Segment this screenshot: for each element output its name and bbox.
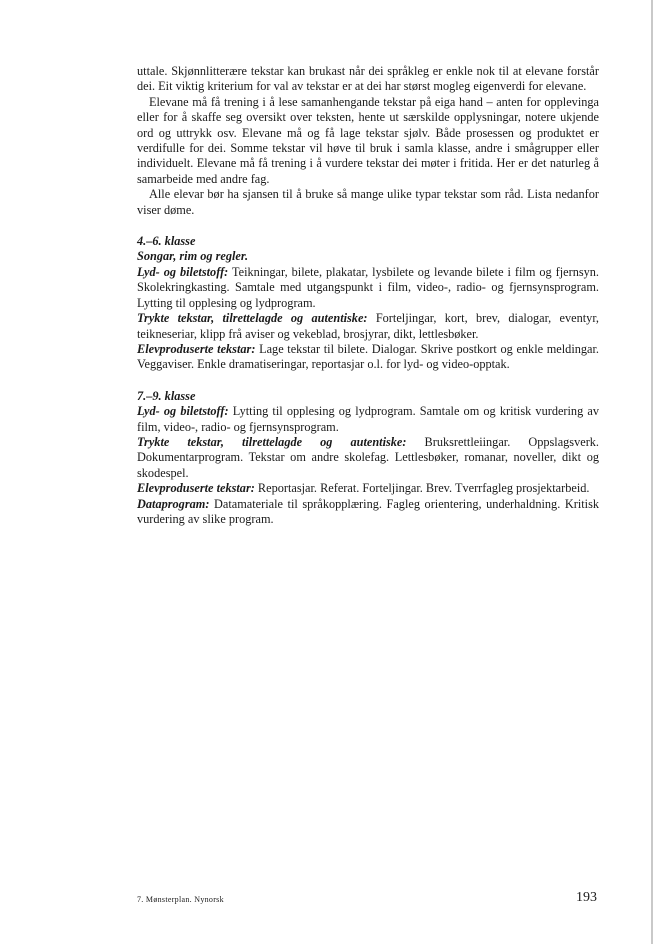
list-item — [137, 404, 599, 435]
item-text: Datamateriale til språkopplæring. Fagleg orientering, underhaldning. Kritisk vurdering av slike program. — [137, 496, 599, 526]
intro-paragraph-3: Alle elevar bør ha sjansen til å bruke så mange ulike typar tekstar som råd. Lista nedanfor viser døme. — [137, 187, 599, 217]
intro-paragraph-2: Elevane må få trening i å lese samanhengande tekstar på eiga hand – anten for opplevinga eller for å skaffe seg oversikt over teksten, hente ut særskilde opplysningar, notere ukjende ord og uttrykk osv. Elevane må og få lage tekstar sjølv. Både prosessen og produktet er verdifulle for dei. Somme tekstar vil høve til bruk i samla klasse, andre i smågrupper eller individuelt. Elevane må få trening i å vurdere tekstar dei møter i fritida. Her er det naturleg å samarbeide med andre fag. — [137, 94, 599, 186]
list-item — [137, 265, 599, 311]
item-label: Lyd- og biletstoff: — [137, 404, 229, 419]
section-subheading-songar: Songar, rim og regler. — [137, 249, 249, 264]
item-text: Lage tekstar til bilete. Dialogar. Skrive postkort og enkle meldingar. Veggaviser. Enkle dramatiseringar, reportasjar o.l. for lyd- og video-opptak. — [137, 341, 599, 372]
section-heading-4-6: 4.–6. klasse — [137, 234, 196, 249]
item-label: Trykte tekstar, tilrettelagde og autentiske: — [137, 311, 368, 326]
list-item — [137, 342, 599, 373]
item-label: Elevproduserte tekstar: — [137, 341, 256, 356]
item-label: Dataprogram: — [137, 496, 210, 511]
item-label: Lyd- og biletstoff: — [137, 264, 229, 279]
list-item — [137, 311, 599, 342]
item-text: Lytting til opplesing og lydprogram. Samtale om og kritisk vurdering av film, video-, radio- og fjernsynsprogram. — [137, 404, 599, 434]
item-label: Elevproduserte tekstar: — [137, 481, 255, 496]
footer-source: 7. Mønsterplan. Nynorsk — [137, 895, 224, 904]
item-text: Forteljingar, kort, brev, dialogar, eventyr, teikneseriar, klipp frå aviser og vekeblad, brosjyrar, dikt, lettlesbøker. — [137, 311, 600, 341]
item-label: Trykte tekstar, tilrettelagde og autentiske: — [137, 434, 407, 449]
intro-paragraph-1: uttale. Skjønnlitterære tekstar kan brukast når dei språkleg er enkle nok til at elevane forstår dei. Eit viktig kriterium for val av tekstar er at dei har størst mogleg eigenverdi for elevane. — [137, 64, 599, 94]
section-heading-7-9: 7.–9. klasse — [137, 388, 196, 403]
list-item — [137, 497, 599, 528]
list-item — [137, 481, 599, 496]
list-item — [137, 435, 599, 481]
item-text: Reportasjar. Referat. Forteljingar. Brev. Tverrfagleg prosjektarbeid. — [254, 481, 590, 496]
page-number: 193 — [576, 890, 597, 905]
document-body — [137, 64, 599, 527]
item-text: Teikningar, bilete, plakatar, lysbilete og levande bilete i film og fjernsyn. Skolekringkasting. Samtale med utgangspunkt i film, video-, radio- og fjernsynsprogram. Lytting til opplesing og lydprogram. — [137, 264, 599, 310]
item-text: Bruksrettleiingar. Oppslagsverk. Dokumentarprogram. Tekstar om andre skolefag. Lettlesbøker, romanar, noveller, dikt og skodespel. — [137, 434, 600, 480]
